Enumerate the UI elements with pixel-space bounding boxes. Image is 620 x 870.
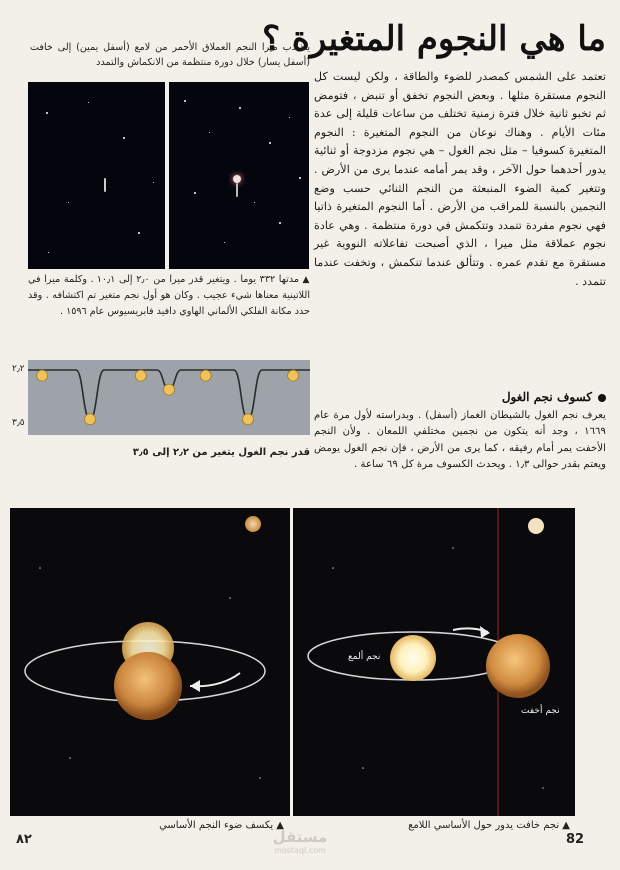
dim-companion-star [486, 634, 550, 698]
arrow-head-icon [190, 680, 200, 692]
algol-light-curve [28, 360, 310, 435]
light-curve-caption: قدر نجم الغول يتغير من ٢٫٢ إلى ٣٫٥ [132, 447, 310, 458]
light-curve-point [288, 370, 299, 381]
orbit-illustration [293, 508, 575, 816]
distant-star [528, 518, 544, 534]
y-axis-top-label: ٢٫٢ [12, 364, 25, 374]
mira-description: ▲ مدتها ٣٣٢ يوما . ويتغير قدر ميرا من ٢٫٠ إلى ١٠٫١ . وكلمة ميرا في اللاتينية معناها شيء عجيب . وكان هو أول نجم متغير تم اكتشافه . وقد حدد مكانة الفلكي الألماني الهاوي دافيد فابريسيوس عام ١٥٩٦ . [28, 274, 310, 317]
dim-companion-star [114, 652, 182, 720]
distant-star [245, 516, 261, 532]
page-number-right: 82 [566, 832, 585, 847]
page-title: ما هي النجوم المتغيرة ؟ [262, 19, 606, 59]
section-heading: كسوف نجم الغول [314, 390, 606, 404]
triangle-marker-icon: ▲ [299, 275, 310, 285]
y-axis-bottom-label: ٣٫٥ [12, 418, 25, 428]
page-number-left: ٨٢ [16, 832, 32, 847]
intro-paragraph: تعتمد على الشمس كمصدر للضوء والطاقة ، ولكن ليست كل النجوم مستقرة مثلها . وبعض النجوم تخفق أو تنبض ، فتومض ثم تخبو ثانية خلال فترة زمنية تختلف من ساعات قليلة إلى عدة مئات الأيام . وهناك نوعان من النجوم المتغيرة : النجوم المتغيرة كسوفيا – مثل نجم الغول – هي نجوم مزدوجة أو ثنائية يدور أحدهما حول الآخر ، وقد يمر أمامه عندما يرى من الأرض . وتتغير كمية الضوء المنبعثة من النجم الثنائي حسب وضع النجمين بالنسبة للمراقب من الأرض . أما النجوم المتغيرة ذاتيا فهي نجوم مفردة تتمدد وتتكمش في دورة منتظمة . وهي عادة نجوم عملاقة مثل ميرا ، الذي أصبحت تفاعلاته النووية غير مستقرة مع تقدم عمره . وتتألق عندما تنكمش ، وتخفت عندما تتمدد . [314, 70, 606, 288]
mira-dim-photo [28, 82, 165, 269]
mira-bright-photo [169, 82, 309, 269]
eclipse-illustration [10, 508, 290, 816]
watermark: مستقل mostaql.com [272, 828, 328, 855]
left-panel-caption: ▲ يكسف ضوء النجم الأساسي [159, 820, 284, 831]
light-curve-point [200, 370, 211, 381]
algol-paragraph: يعرف نجم الغول بالشيطان الغماز (أسفل) . وبدراسته لأول مرة عام ١٦٦٩ ، وجد أنه يتكون من نجمين مختلفي اللمعان . ولأن النجم الأخفت يمر أمام رفيقه ، كما يرى من الأرض ، فإن نجم الغول يومض ويعتم بقدر حوالى ١٫٣ . ويحدث الكسوف مرة كل ٦٩ ساعة . [314, 410, 606, 471]
dim-star-label: نجم أخفت [521, 706, 560, 716]
light-curve-point [37, 370, 48, 381]
bullet-icon [598, 394, 606, 402]
right-panel-caption: ▲ نجم خافت يدور حول الأساسي اللامع [408, 820, 570, 831]
light-curve-point [135, 370, 146, 381]
light-curve-point [85, 414, 96, 425]
light-curve-point [242, 414, 253, 425]
arrow-head-icon [480, 626, 490, 638]
bright-star-label: نجم ألمع [348, 652, 381, 662]
light-curve-point [164, 384, 175, 395]
mira-photo-caption: يتذبذب ميرا النجم العملاق الأحمر من لامع (أسفل يمين) إلى خافت (أسفل يسار) خلال دورة منتظمة من الانكماش والتمدد [30, 42, 310, 68]
light-curve-background [28, 360, 310, 435]
bright-primary-star [390, 635, 436, 681]
